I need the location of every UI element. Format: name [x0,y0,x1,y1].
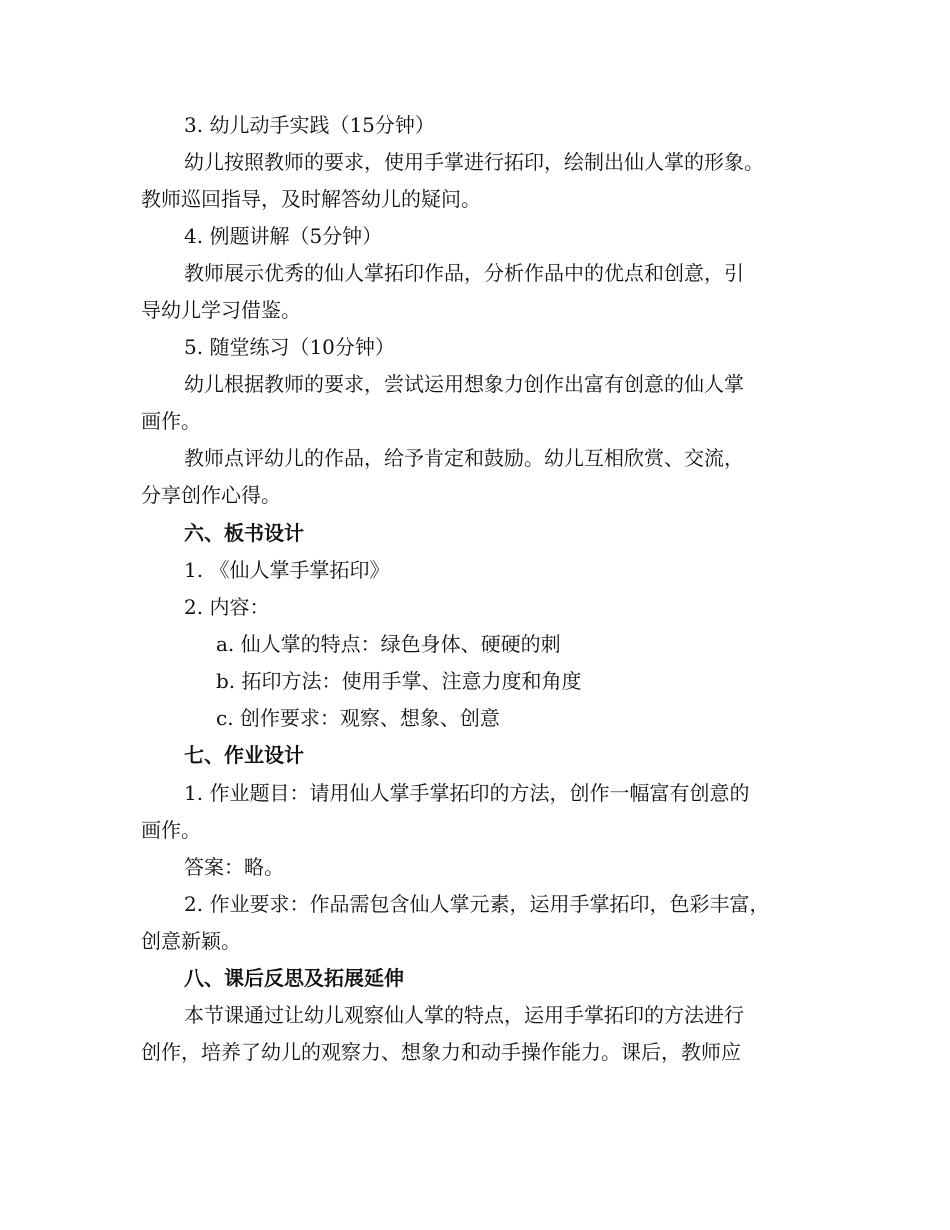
paragraph-line: 本节课通过让幼儿观察仙人掌的特点，运用手掌拓印的方法进行 [184,1003,744,1027]
paragraph-line: 画作。 [141,818,201,842]
step-5-heading: 5. 随堂练习（10分钟） [184,335,395,359]
list-item: 2. 作业要求：作品需包含仙人掌元素，运用手掌拓印，色彩丰富， [184,892,770,916]
paragraph-line: 画作。 [141,409,201,433]
list-item: 1. 作业题目：请用仙人掌手掌拓印的方法，创作一幅富有创意的 [184,781,750,805]
section-heading-reflection: 八、课后反思及拓展延伸 [184,966,404,990]
list-item: 2. 内容： [184,595,270,619]
paragraph-line: 幼儿按照教师的要求，使用手掌进行拓印，绘制出仙人掌的形象。 [184,150,764,174]
step-3-heading: 3. 幼儿动手实践（15分钟） [184,113,435,137]
list-item: 1. 《仙人掌手掌拓印》 [184,558,390,582]
sub-list-item: a. 仙人掌的特点：绿色身体、硬硬的刺 [216,632,561,656]
paragraph-line: 教师展示优秀的仙人掌拓印作品，分析作品中的优点和创意，引 [184,261,744,285]
section-heading-board-design: 六、板书设计 [184,521,304,545]
step-4-heading: 4. 例题讲解（5分钟） [184,224,383,248]
paragraph-line: 教师点评幼儿的作品，给予肯定和鼓励。幼儿互相欣赏、交流， [184,446,744,470]
paragraph-line: 分享创作心得。 [141,483,281,507]
paragraph-line: 幼儿根据教师的要求，尝试运用想象力创作出富有创意的仙人掌 [184,372,744,396]
sub-list-item: c. 创作要求：观察、想象、创意 [216,706,500,730]
answer-line: 答案：略。 [184,855,284,879]
paragraph-line: 创作，培养了幼儿的观察力、想象力和动手操作能力。课后，教师应 [141,1040,741,1064]
paragraph-line: 创意新颖。 [141,929,241,953]
paragraph-line: 教师巡回指导，及时解答幼儿的疑问。 [141,187,481,211]
section-heading-homework: 七、作业设计 [184,743,304,767]
sub-list-item: b. 拓印方法：使用手掌、注意力度和角度 [216,669,582,693]
paragraph-line: 导幼儿学习借鉴。 [141,298,301,322]
